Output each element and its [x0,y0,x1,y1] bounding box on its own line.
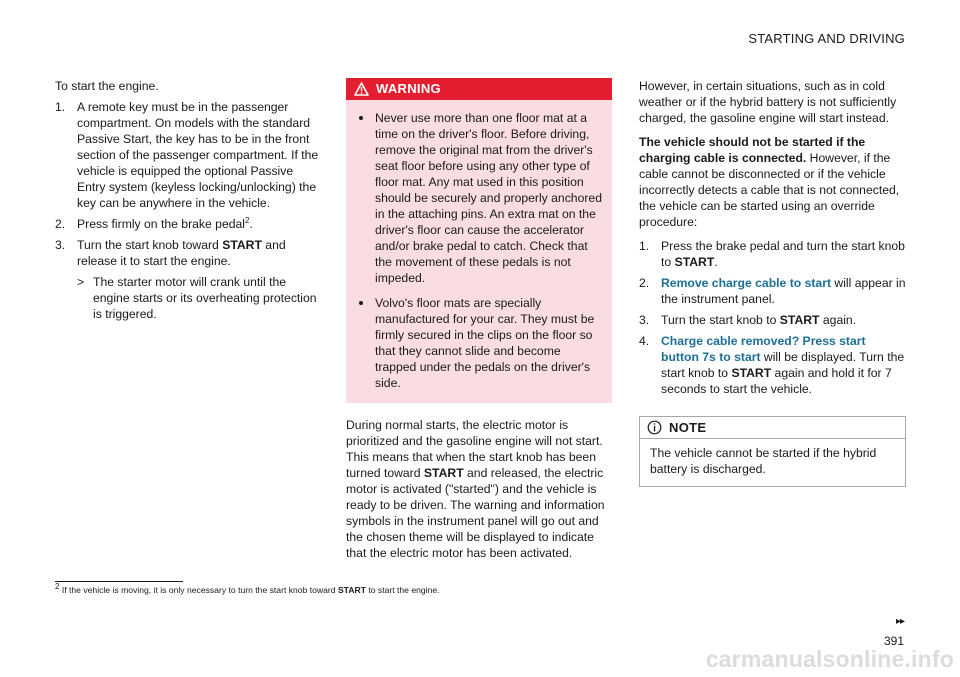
step-item [55,99,323,211]
step-item [639,275,906,307]
step-text: Turn the start knob to [661,313,780,327]
warning-list [346,100,612,391]
instrument-message: Remove charge cable to start [661,276,832,290]
step-text: Turn the start knob toward [77,238,223,252]
footnote [55,582,440,596]
intro-text: However, in certain situations, such as in cold weather or if the hybrid battery is not sufficiently charged, the gasoline engine will start instead. [639,79,897,125]
column-1 [55,78,323,322]
charging-cable-paragraph [639,134,906,230]
footnote-ref[interactable]: 2 [245,215,250,225]
step-number: 4. [639,334,650,348]
substep-mark: > [77,275,85,289]
cable-warning-bold: The vehicle should not be started if the charging cable is connected. [639,135,866,165]
start-label: START [222,238,262,252]
step-number: 3. [55,238,66,252]
start-label: START [731,366,772,380]
footnote-text: If the vehicle is moving, it is only necessary to turn the start knob toward [59,585,338,595]
start-label: START [674,255,715,269]
intro-text: To start the engine. [55,79,159,93]
step-item [639,333,906,397]
step-text: A remote key must be in the passenger compartment. On models with the standard Passive Start, the key has to be in the front section of the passenger compartment. If the vehicle is equipped the optional Passive Entry system (keyless locking/unlocking) the key can be anywhere in the vehicle. [77,100,319,210]
step-text-tail: . [249,217,253,231]
footnote-divider [55,581,183,582]
substep-text: The starter motor will crank until the engine starts or its overheating protection is triggered. [93,275,317,321]
step-item [639,238,906,270]
electric-motor-paragraph [346,417,612,561]
substep-item [77,274,323,322]
warning-bullet [356,110,602,286]
warning-bullet-text: Volvo's floor mats are specially manufactured for your car. They must be firmly secured in the clips on the floor so that they cannot slide and become trapped under the pedals on the driver's side. [375,296,595,390]
warning-triangle-icon [354,82,369,96]
start-label: START [779,313,820,327]
step-item [639,312,906,328]
step-text-tail: . [714,255,718,269]
column-3 [639,78,906,487]
step-number: 1. [639,239,650,253]
note-box [639,416,906,487]
step-text-tail: again. [819,313,857,327]
step-number: 1. [55,100,66,114]
step-text: Press firmly on the brake pedal [77,217,245,231]
step-text-tail: will appear in the instrument panel. [661,276,906,306]
instrument-message: Charge cable removed? Press start button 7s to start [661,334,866,364]
warning-header [346,78,612,100]
paragraph-text: During normal starts, the electric motor is prioritized and the gasoline engine will not start. This means that when the start knob has been turned toward [346,418,603,480]
step-item [55,237,323,269]
step-number: 3. [639,313,650,327]
watermark: carmanualsonline.info [705,646,954,672]
warning-box [346,78,612,403]
step-number: 2. [55,217,66,231]
note-header [640,417,905,439]
footnote-text-tail: to start the engine. [365,585,440,595]
footnote-mark: 2 [55,582,60,592]
bullet-dot [359,116,363,120]
page-header-section-title: STARTING AND DRIVING [748,31,905,46]
start-label: START [423,466,464,480]
warning-bullet-text: Never use more than one floor mat at a time on the driver's floor. Before driving, remove the original mat from the driver's seat floor before using any other type of floor mat. Any mat used in this position should be securely and properly anchored in the attaching pins. An extra mat on the driver's floor can cause the accelerator and/or brake pedal to catch. Check that the movement of these pedals is not impeded. [375,111,602,285]
step-item [55,216,323,232]
note-body: The vehicle cannot be started if the hybrid battery is discharged. [650,446,877,476]
info-circle-icon [647,420,662,435]
warning-bullet [356,295,602,391]
start-label: START [337,585,366,595]
bullet-dot [359,301,363,305]
warning-title: WARNING [376,81,441,96]
note-title: NOTE [669,419,707,435]
continue-arrows-icon: ▸▸ [895,616,904,627]
page-number: 391 [883,634,904,648]
step-text: will be displayed. Turn the start knob to [661,350,905,380]
step-number: 2. [639,276,650,290]
paragraph-text-tail: and released, the electric motor is activated ("started") and the vehicle is ready to be driven. The warning and information symbols in the instrument panel will go out and the chosen theme will be displayed to indicate that the electric motor has been activated. [346,466,605,560]
step-text-tail: and release it to start the engine. [77,238,286,268]
step-text-tail: again and hold it for 7 seconds to start the vehicle. [661,366,892,396]
paragraph-text: However, if the cable cannot be disconnected or if the vehicle incorrectly detects a cable that is not connected, the vehicle can be started using an override procedure: [639,151,900,229]
column-2 [346,78,612,561]
step-text: Press the brake pedal and turn the start knob to [661,239,905,269]
